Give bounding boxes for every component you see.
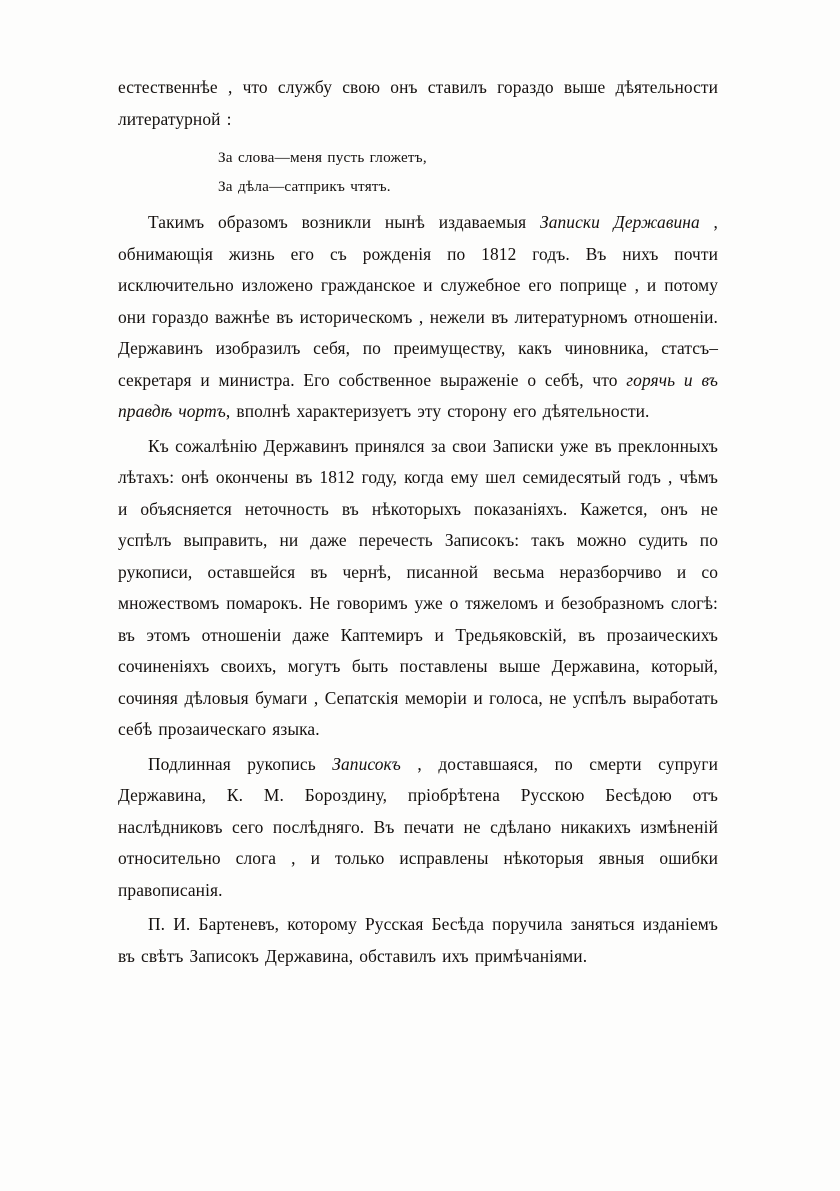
paragraph-4-run-1: Подлинная рукопись [148,753,333,774]
title-zapisok: Записокъ [332,753,401,774]
paragraph-3 [118,431,718,746]
title-zapiski-derzhavina: Записки Державина [539,212,700,232]
verse-line-2: За дѣла—сатприкъ чтятъ. [218,178,391,195]
paragraph-1-text: естественнѣе , что службу свою онъ ставилъ гораздо выше дѣятельности литературной : [118,77,718,129]
verse-line-1: За слова—меня пусть гложетъ, [218,149,427,166]
paragraph-4 [118,749,718,907]
paragraph-4-run-3: , доставшаяся, по смерти супруги Державина, К. М. Бороздину, пріобрѣтена Русскою Бесѣдою отъ наслѣдниковъ сего послѣдняго. Въ печати не сдѣлано никакихъ измѣненій относительно слога , и только исправлены нѣкоторыя явныя ошибки правописанія. [118,753,718,900]
paragraph-2-run-3: , обнимающія жизнь его съ рожденія по 1812 годъ. Въ нихъ почти исключительно изложено гражданское и служебное его поприще , и потому они гораздо важнѣе въ историческомъ , нежели въ литературномъ отношеніи. Державинъ изобразилъ себя, по преимуществу, какъ чиновника, статсъ–секретаря и министра. Его собственное выраженіе о себѣ, что [118,212,718,390]
paragraph-2 [118,207,718,428]
paragraph-3-text: Къ сожалѣнію Державинъ принялся за свои Записки уже въ преклонныхъ лѣтахъ: онѣ окончены въ 1812 году, когда ему шел семидесятый годъ , чѣмъ и объясняется неточность въ нѣкоторыхъ показаніяхъ. Кажется, онъ не успѣлъ выправить, ни даже перечесть Записокъ: такъ можно судить по рукописи, оставшейся въ чернѣ, писанной весьма неразборчиво и со множествомъ помарокъ. Не говоримъ уже о тяжеломъ и безобразномъ слогѣ: въ этомъ отношеніи даже Каптемиръ и Тредьяковскій, въ прозаическихъ сочиненіяхъ своихъ, могутъ быть поставлены выше Державина, который, сочиняя дѣловыя бумаги , Сепатскія меморіи и голоса, не успѣлъ выработать себѣ прозаическаго языка. [118,435,718,739]
paragraph-2-run-1: Такимъ образомъ возникли нынѣ издаваемыя [148,212,540,232]
paragraph-1 [118,72,718,135]
text-column [118,72,718,972]
paragraph-5 [118,909,718,972]
paragraph-2-run-5: , вполнѣ характеризуетъ эту сторону его дѣятельности. [225,401,650,421]
quote-goryach: горячь и въ правдѣ чортъ [118,369,718,421]
paragraph-5-text: П. И. Бартеневъ, которому Русская Бесѣда поручила заняться изданіемъ въ свѣтъ Записокъ Державина, обставилъ ихъ примѣчаніями. [118,914,718,966]
verse-block [118,143,718,201]
